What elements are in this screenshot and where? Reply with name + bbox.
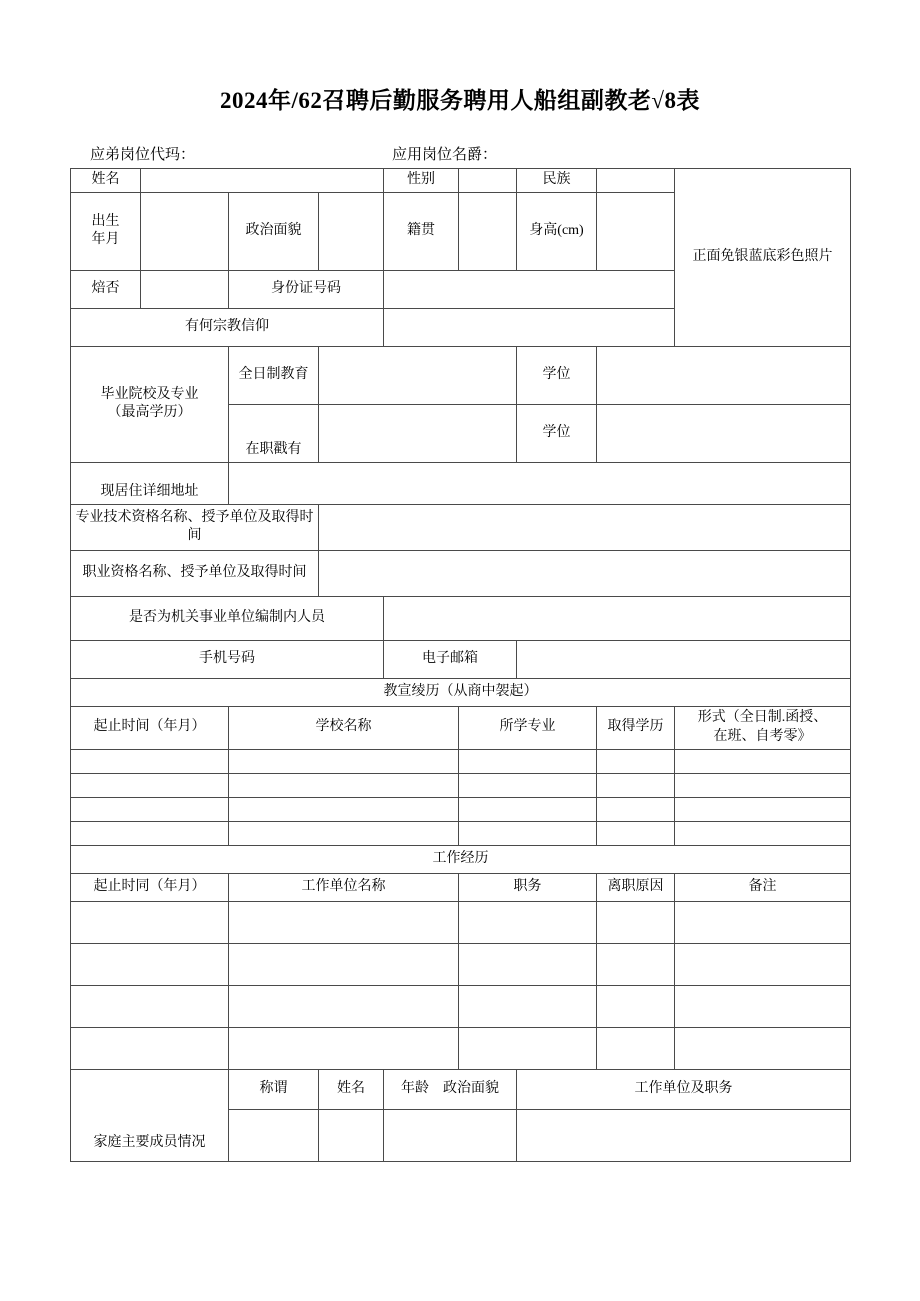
religion-label: 有何宗教信仰: [71, 308, 384, 346]
table-row: [71, 1027, 851, 1069]
edu-cell-major[interactable]: [459, 821, 597, 845]
edu-cell-major[interactable]: [459, 749, 597, 773]
edu-header-degree: 取得学历: [597, 706, 675, 749]
page-title: 2024年/62召聘后勤服务聘用人船组副教老√8表: [219, 88, 700, 113]
work-header-position: 职务: [459, 873, 597, 901]
native-place-value[interactable]: [459, 192, 517, 270]
education-history-section-header: [71, 678, 851, 706]
current-address-label: 现居住详细地址: [71, 462, 229, 504]
height-label: 身高(cm): [517, 192, 597, 270]
family-section-label: 家庭主要成员情况: [71, 1069, 229, 1161]
family-cell-unit-position[interactable]: [517, 1109, 851, 1161]
edu-header-form-line1: 形式（全日制.函授、: [697, 709, 828, 725]
gender-value[interactable]: [459, 169, 517, 193]
table-row: [71, 550, 851, 596]
marital-status-value[interactable]: [141, 270, 229, 308]
work-cell-position[interactable]: [459, 1027, 597, 1069]
inservice-education-value[interactable]: [319, 404, 517, 462]
education-history-title: 教宣绫历（从商中袈起）: [71, 678, 851, 706]
work-history-section-header: [71, 845, 851, 873]
table-row: [71, 169, 851, 193]
birth-date-label: [71, 192, 141, 270]
degree-value-inservice[interactable]: [597, 404, 851, 462]
work-header-unit: 工作单位名称: [229, 873, 459, 901]
edu-header-major: 所学专业: [459, 706, 597, 749]
work-header-reason: 离职原因: [597, 873, 675, 901]
native-place-label: 籍贯: [384, 192, 459, 270]
work-history-title: 工作经历: [71, 845, 851, 873]
work-cell-period[interactable]: [71, 1027, 229, 1069]
edu-cell-school[interactable]: [229, 773, 459, 797]
table-row: [71, 504, 851, 550]
fulltime-education-label: 全日制教育: [229, 346, 319, 404]
work-header-period: 起止时同（年月）: [71, 873, 229, 901]
work-header-remarks: 备注: [675, 873, 851, 901]
family-cell-age-political[interactable]: [384, 1109, 517, 1161]
edu-cell-degree[interactable]: [597, 773, 675, 797]
professional-tech-qualification-value[interactable]: [319, 504, 851, 550]
work-cell-reason[interactable]: [597, 901, 675, 943]
establishment-status-value[interactable]: [384, 596, 851, 640]
table-row: [71, 346, 851, 404]
table-row: [71, 596, 851, 640]
edu-cell-school[interactable]: [229, 797, 459, 821]
applied-position-code-label: 应弟岗位代玛：: [90, 147, 196, 163]
work-cell-remarks[interactable]: [675, 985, 851, 1027]
birth-date-label-line2: 年月: [91, 232, 120, 248]
edu-header-school: 学校名称: [229, 706, 459, 749]
vocational-qualification-label: 职业资格名称、授予单位及取得时间: [71, 550, 319, 596]
graduate-school-major-label-line2: （最高学历）: [107, 405, 192, 421]
work-cell-remarks[interactable]: [675, 943, 851, 985]
work-cell-reason[interactable]: [597, 1027, 675, 1069]
edu-header-period: 起止时间（年月）: [71, 706, 229, 749]
work-cell-remarks[interactable]: [675, 1027, 851, 1069]
fulltime-education-value[interactable]: [319, 346, 517, 404]
family-header-age-political: [384, 1069, 517, 1109]
table-row: [71, 821, 851, 845]
family-header-relation: 称谓: [229, 1069, 319, 1109]
edu-cell-major[interactable]: [459, 773, 597, 797]
applied-position-header: [70, 143, 850, 165]
family-header-name: 姓名: [319, 1069, 384, 1109]
photo-placeholder[interactable]: 正面免银蓝底彩色照片: [675, 169, 851, 347]
work-cell-unit[interactable]: [229, 985, 459, 1027]
work-cell-period[interactable]: [71, 901, 229, 943]
table-row: [71, 640, 851, 678]
ethnicity-value[interactable]: [597, 169, 675, 193]
work-cell-unit[interactable]: [229, 1027, 459, 1069]
work-cell-reason[interactable]: [597, 985, 675, 1027]
work-cell-position[interactable]: [459, 943, 597, 985]
edu-cell-degree[interactable]: [597, 797, 675, 821]
edu-cell-period[interactable]: [71, 821, 229, 845]
marital-status-label: 焙否: [71, 270, 141, 308]
edu-cell-major[interactable]: [459, 797, 597, 821]
table-row: [71, 985, 851, 1027]
email-label: 电子邮箱: [384, 640, 517, 678]
work-cell-unit[interactable]: [229, 901, 459, 943]
work-cell-position[interactable]: [459, 901, 597, 943]
edu-cell-school[interactable]: [229, 821, 459, 845]
political-status-label: 政治面貌: [229, 192, 319, 270]
family-header-political: 政治面貌: [443, 1080, 500, 1096]
professional-tech-qualification-label: 专业技术资格名称、授予单位及取得时间: [71, 504, 319, 550]
family-cell-relation[interactable]: [229, 1109, 319, 1161]
table-row: [71, 943, 851, 985]
ethnicity-label: 民族: [517, 169, 597, 193]
name-label: 姓名: [71, 169, 141, 193]
work-cell-period[interactable]: [71, 985, 229, 1027]
work-history-header-row: [71, 873, 851, 901]
id-number-value[interactable]: [384, 270, 675, 308]
political-status-value[interactable]: [319, 192, 384, 270]
applied-position-name-label: 应用岗位名爵：: [392, 147, 498, 163]
edu-cell-period[interactable]: [71, 773, 229, 797]
graduate-school-major-label: [71, 346, 229, 462]
edu-header-form-line2: 在班、自考零》: [713, 728, 812, 744]
edu-cell-school[interactable]: [229, 749, 459, 773]
degree-value-fulltime[interactable]: [597, 346, 851, 404]
gender-label: 性别: [384, 169, 459, 193]
id-number-label: 身份证号码: [229, 270, 384, 308]
height-value[interactable]: [597, 192, 675, 270]
edu-cell-degree[interactable]: [597, 821, 675, 845]
edu-cell-period[interactable]: [71, 749, 229, 773]
degree-label-fulltime: 学位: [517, 346, 597, 404]
edu-header-form: [675, 706, 851, 749]
edu-cell-form[interactable]: [675, 821, 851, 845]
edu-cell-degree[interactable]: [597, 749, 675, 773]
birth-date-value[interactable]: [141, 192, 229, 270]
table-row: [71, 901, 851, 943]
table-row: [71, 797, 851, 821]
edu-cell-form[interactable]: [675, 773, 851, 797]
phone-label: 手机号码: [71, 640, 384, 678]
current-address-value[interactable]: [229, 462, 851, 504]
establishment-status-label: 是否为机关事业单位编制内人员: [71, 596, 384, 640]
education-history-header-row: [71, 706, 851, 749]
name-value[interactable]: [141, 169, 384, 193]
vocational-qualification-value[interactable]: [319, 550, 851, 596]
edu-cell-form[interactable]: [675, 797, 851, 821]
religion-value[interactable]: [384, 308, 675, 346]
inservice-education-label: 在职戳有: [229, 404, 319, 462]
family-header-unit-position: 工作单位及职务: [517, 1069, 851, 1109]
work-cell-unit[interactable]: [229, 943, 459, 985]
family-header-row: [71, 1069, 851, 1109]
table-row: [71, 462, 851, 504]
degree-label-inservice: 学位: [517, 404, 597, 462]
email-value[interactable]: [517, 640, 851, 678]
table-row: [71, 749, 851, 773]
birth-date-label-line1: 出生: [91, 213, 120, 229]
family-header-age: 年龄: [401, 1080, 430, 1096]
work-cell-period[interactable]: [71, 943, 229, 985]
work-cell-position[interactable]: [459, 985, 597, 1027]
edu-cell-period[interactable]: [71, 797, 229, 821]
table-row: [71, 773, 851, 797]
graduate-school-major-label-line1: 毕业院校及专业: [100, 386, 199, 402]
application-form-table: [70, 168, 851, 1162]
family-cell-name[interactable]: [319, 1109, 384, 1161]
work-cell-reason[interactable]: [597, 943, 675, 985]
edu-cell-form[interactable]: [675, 749, 851, 773]
work-cell-remarks[interactable]: [675, 901, 851, 943]
